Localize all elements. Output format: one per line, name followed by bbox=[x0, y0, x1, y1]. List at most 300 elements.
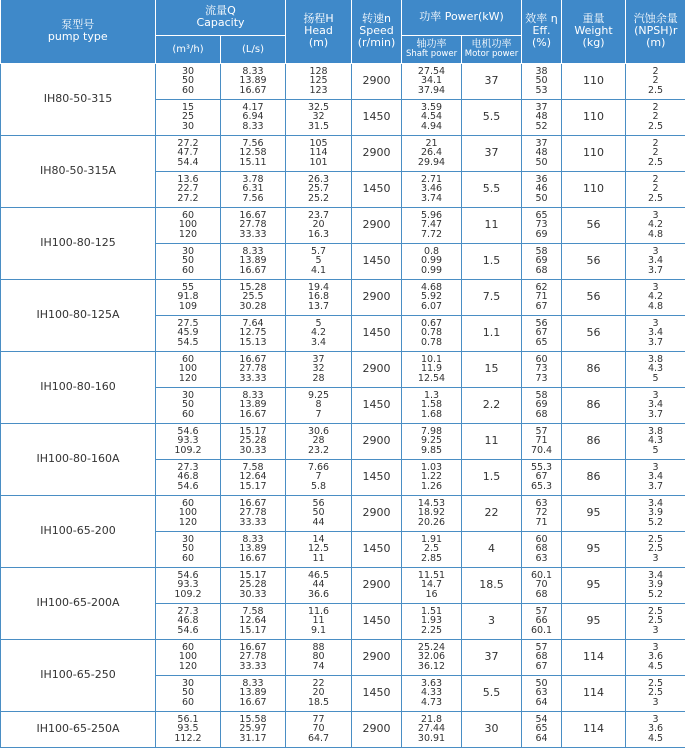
motor-power-cell: 4 bbox=[462, 531, 522, 567]
shaft-power-cell-value: 27.44 bbox=[402, 724, 461, 734]
capacity-m3h-cell bbox=[156, 459, 221, 495]
table-row bbox=[1, 639, 685, 675]
capacity-ls-cell-value: 27.78 bbox=[221, 508, 285, 518]
shaft-power-cell-value: 1.93 bbox=[402, 616, 461, 626]
npsh-cell-value: 5 bbox=[626, 446, 685, 456]
capacity-m3h-cell bbox=[156, 171, 221, 207]
capacity-m3h-cell bbox=[156, 711, 221, 747]
efficiency-cell-value: 69 bbox=[522, 400, 561, 410]
weight-cell: 86 bbox=[562, 387, 626, 423]
shaft-power-cell-value: 32.06 bbox=[402, 652, 461, 662]
npsh-cell-value: 2 bbox=[626, 148, 685, 158]
capacity-m3h-cell-value: 54.5 bbox=[156, 338, 220, 348]
capacity-m3h-cell bbox=[156, 603, 221, 639]
efficiency-cell bbox=[522, 423, 562, 459]
efficiency-cell-value: 57 bbox=[522, 607, 561, 617]
capacity-m3h-cell-value: 27.2 bbox=[156, 139, 220, 149]
efficiency-cell-value: 48 bbox=[522, 148, 561, 158]
efficiency-cell-value: 67 bbox=[522, 662, 561, 672]
table-body bbox=[1, 63, 685, 747]
model-cell: IH100-65-200 bbox=[1, 495, 156, 567]
npsh-cell-value: 2 bbox=[626, 139, 685, 149]
npsh-cell-value: 2 bbox=[626, 67, 685, 77]
capacity-m3h-cell-value: 30 bbox=[156, 391, 220, 401]
efficiency-cell bbox=[522, 279, 562, 315]
efficiency-cell-value: 73 bbox=[522, 364, 561, 374]
npsh-cell-value: 3.8 bbox=[626, 355, 685, 365]
head-cell-value: 20 bbox=[286, 688, 351, 698]
capacity-m3h-cell-value: 100 bbox=[156, 652, 220, 662]
shaft-power-cell bbox=[402, 315, 462, 351]
capacity-m3h-cell-value: 100 bbox=[156, 220, 220, 230]
head-cell bbox=[286, 315, 352, 351]
head-cell-value: 36.6 bbox=[286, 590, 351, 600]
table-row bbox=[1, 135, 685, 171]
motor-power-cell: 1.1 bbox=[462, 315, 522, 351]
capacity-ls-cell bbox=[221, 279, 286, 315]
header-capacity: 流量Q Capacity bbox=[156, 0, 286, 35]
capacity-ls-cell bbox=[221, 63, 286, 99]
npsh-cell-value: 3 bbox=[626, 626, 685, 636]
capacity-m3h-cell bbox=[156, 99, 221, 135]
capacity-m3h-cell-value: 93.3 bbox=[156, 580, 220, 590]
table-row bbox=[1, 279, 685, 315]
efficiency-cell bbox=[522, 675, 562, 711]
capacity-m3h-cell-value: 60 bbox=[156, 499, 220, 509]
speed-cell: 2900 bbox=[352, 279, 402, 315]
head-cell-value: 5.8 bbox=[286, 482, 351, 492]
capacity-ls-cell-value: 13.89 bbox=[221, 76, 285, 86]
shaft-power-cell-value: 14.7 bbox=[402, 580, 461, 590]
weight-cell: 95 bbox=[562, 567, 626, 603]
capacity-m3h-cell bbox=[156, 279, 221, 315]
head-cell bbox=[286, 639, 352, 675]
efficiency-cell bbox=[522, 315, 562, 351]
table-row bbox=[1, 351, 685, 387]
shaft-power-cell bbox=[402, 279, 462, 315]
capacity-m3h-cell-value: 60 bbox=[156, 410, 220, 420]
shaft-power-cell-value: 0.67 bbox=[402, 319, 461, 329]
efficiency-cell-value: 66 bbox=[522, 616, 561, 626]
shaft-power-cell-value: 1.26 bbox=[402, 482, 461, 492]
shaft-power-cell bbox=[402, 639, 462, 675]
capacity-m3h-cell-value: 30 bbox=[156, 535, 220, 545]
capacity-ls-cell-value: 27.78 bbox=[221, 652, 285, 662]
capacity-ls-cell-value: 30.33 bbox=[221, 590, 285, 600]
capacity-ls-cell bbox=[221, 387, 286, 423]
npsh-cell-value: 3.9 bbox=[626, 580, 685, 590]
efficiency-cell-value: 73 bbox=[522, 374, 561, 384]
efficiency-cell-value: 60 bbox=[522, 535, 561, 545]
shaft-power-cell-value: 20.26 bbox=[402, 518, 461, 528]
shaft-power-cell-value: 0.78 bbox=[402, 328, 461, 338]
head-cell-value: 23.7 bbox=[286, 211, 351, 221]
head-cell-value: 64.7 bbox=[286, 734, 351, 744]
head-cell-value: 80 bbox=[286, 652, 351, 662]
shaft-power-cell-value: 25.24 bbox=[402, 643, 461, 653]
head-cell-value: 114 bbox=[286, 148, 351, 158]
capacity-ls-cell-value: 16.67 bbox=[221, 355, 285, 365]
header-model: 泵型号 pump type bbox=[1, 0, 156, 63]
capacity-ls-cell-value: 25.28 bbox=[221, 580, 285, 590]
npsh-cell-value: 3.4 bbox=[626, 400, 685, 410]
shaft-power-cell-value: 4.33 bbox=[402, 688, 461, 698]
shaft-power-cell-value: 6.07 bbox=[402, 302, 461, 312]
efficiency-cell bbox=[522, 495, 562, 531]
weight-cell: 56 bbox=[562, 243, 626, 279]
capacity-ls-cell bbox=[221, 243, 286, 279]
model-cell: IH100-80-125A bbox=[1, 279, 156, 351]
efficiency-cell-value: 62 bbox=[522, 283, 561, 293]
capacity-ls-cell-value: 27.78 bbox=[221, 220, 285, 230]
capacity-ls-cell-value: 16.67 bbox=[221, 499, 285, 509]
capacity-m3h-cell-value: 56.1 bbox=[156, 715, 220, 725]
head-cell bbox=[286, 603, 352, 639]
efficiency-cell-value: 63 bbox=[522, 499, 561, 509]
capacity-ls-cell-value: 15.28 bbox=[221, 283, 285, 293]
shaft-power-cell-value: 1.22 bbox=[402, 472, 461, 482]
capacity-ls-cell-value: 33.33 bbox=[221, 662, 285, 672]
capacity-ls-cell-value: 15.58 bbox=[221, 715, 285, 725]
head-cell-value: 44 bbox=[286, 518, 351, 528]
capacity-m3h-cell bbox=[156, 63, 221, 99]
shaft-power-cell-value: 9.85 bbox=[402, 446, 461, 456]
npsh-cell bbox=[626, 207, 685, 243]
capacity-m3h-cell-value: 46.8 bbox=[156, 472, 220, 482]
head-cell-value: 32 bbox=[286, 364, 351, 374]
efficiency-cell bbox=[522, 351, 562, 387]
capacity-ls-cell-value: 13.89 bbox=[221, 256, 285, 266]
efficiency-cell-value: 36 bbox=[522, 175, 561, 185]
shaft-power-cell-value: 7.47 bbox=[402, 220, 461, 230]
head-cell-value: 101 bbox=[286, 158, 351, 168]
motor-power-cell: 37 bbox=[462, 63, 522, 99]
capacity-ls-cell-value: 16.67 bbox=[221, 211, 285, 221]
capacity-ls-cell bbox=[221, 135, 286, 171]
capacity-ls-cell-value: 7.56 bbox=[221, 139, 285, 149]
motor-power-cell: 1.5 bbox=[462, 243, 522, 279]
efficiency-cell-value: 68 bbox=[522, 266, 561, 276]
efficiency-cell bbox=[522, 135, 562, 171]
model-cell: IH100-65-250 bbox=[1, 639, 156, 711]
capacity-ls-cell-value: 33.33 bbox=[221, 374, 285, 384]
head-cell-value: 56 bbox=[286, 499, 351, 509]
efficiency-cell bbox=[522, 99, 562, 135]
npsh-cell-value: 3.6 bbox=[626, 724, 685, 734]
shaft-power-cell-value: 4.94 bbox=[402, 122, 461, 132]
shaft-power-cell-value: 0.78 bbox=[402, 338, 461, 348]
head-cell-value: 22 bbox=[286, 679, 351, 689]
capacity-ls-cell-value: 8.33 bbox=[221, 247, 285, 257]
npsh-cell-value: 2.5 bbox=[626, 679, 685, 689]
capacity-m3h-cell-value: 120 bbox=[156, 662, 220, 672]
head-cell-value: 16.8 bbox=[286, 292, 351, 302]
header-motor-power: 电机功率 Motor power bbox=[462, 35, 522, 63]
npsh-cell-value: 3.4 bbox=[626, 472, 685, 482]
npsh-cell-value: 2 bbox=[626, 175, 685, 185]
shaft-power-cell bbox=[402, 459, 462, 495]
shaft-power-cell-value: 1.58 bbox=[402, 400, 461, 410]
capacity-m3h-cell-value: 27.5 bbox=[156, 319, 220, 329]
npsh-cell-value: 3.4 bbox=[626, 256, 685, 266]
efficiency-cell-value: 58 bbox=[522, 391, 561, 401]
speed-cell: 2900 bbox=[352, 351, 402, 387]
npsh-cell-value: 2.5 bbox=[626, 607, 685, 617]
capacity-m3h-cell-value: 100 bbox=[156, 508, 220, 518]
capacity-m3h-cell bbox=[156, 495, 221, 531]
motor-power-cell: 18.5 bbox=[462, 567, 522, 603]
motor-power-cell: 3 bbox=[462, 603, 522, 639]
model-cell: IH100-80-160A bbox=[1, 423, 156, 495]
capacity-ls-cell-value: 33.33 bbox=[221, 230, 285, 240]
efficiency-cell-value: 50 bbox=[522, 76, 561, 86]
capacity-ls-cell bbox=[221, 711, 286, 747]
shaft-power-cell-value: 21.8 bbox=[402, 715, 461, 725]
shaft-power-cell-value: 37.94 bbox=[402, 86, 461, 96]
shaft-power-cell-value: 4.68 bbox=[402, 283, 461, 293]
head-cell bbox=[286, 63, 352, 99]
capacity-m3h-cell-value: 109 bbox=[156, 302, 220, 312]
capacity-ls-cell-value: 13.89 bbox=[221, 688, 285, 698]
table-header bbox=[1, 0, 685, 63]
npsh-cell-value: 2 bbox=[626, 112, 685, 122]
motor-power-cell: 30 bbox=[462, 711, 522, 747]
weight-cell: 56 bbox=[562, 279, 626, 315]
head-cell-value: 13.7 bbox=[286, 302, 351, 312]
efficiency-cell-value: 56 bbox=[522, 319, 561, 329]
head-cell-value: 88 bbox=[286, 643, 351, 653]
npsh-cell-value: 5.2 bbox=[626, 590, 685, 600]
npsh-cell bbox=[626, 567, 685, 603]
head-cell-value: 50 bbox=[286, 508, 351, 518]
capacity-m3h-cell bbox=[156, 315, 221, 351]
head-cell-value: 5 bbox=[286, 256, 351, 266]
capacity-ls-cell-value: 7.58 bbox=[221, 607, 285, 617]
efficiency-cell-value: 71 bbox=[522, 518, 561, 528]
shaft-power-cell-value: 16 bbox=[402, 590, 461, 600]
npsh-cell-value: 3 bbox=[626, 463, 685, 473]
head-cell-value: 125 bbox=[286, 76, 351, 86]
motor-power-cell: 5.5 bbox=[462, 675, 522, 711]
motor-power-cell: 5.5 bbox=[462, 99, 522, 135]
npsh-cell-value: 4.8 bbox=[626, 230, 685, 240]
npsh-cell bbox=[626, 351, 685, 387]
capacity-ls-cell-value: 25.28 bbox=[221, 436, 285, 446]
capacity-ls-cell bbox=[221, 171, 286, 207]
head-cell-value: 44 bbox=[286, 580, 351, 590]
capacity-ls-cell-value: 15.13 bbox=[221, 338, 285, 348]
npsh-cell bbox=[626, 675, 685, 711]
capacity-ls-cell-value: 15.17 bbox=[221, 427, 285, 437]
capacity-ls-cell-value: 6.94 bbox=[221, 112, 285, 122]
npsh-cell-value: 5.2 bbox=[626, 518, 685, 528]
header-weight: 重量 Weight (kg) bbox=[562, 0, 626, 63]
header-capacity-m3h: (m³/h) bbox=[156, 35, 221, 63]
npsh-cell-value: 2 bbox=[626, 103, 685, 113]
efficiency-cell-value: 48 bbox=[522, 112, 561, 122]
head-cell-value: 18.5 bbox=[286, 698, 351, 708]
speed-cell: 2900 bbox=[352, 711, 402, 747]
shaft-power-cell-value: 30.91 bbox=[402, 734, 461, 744]
npsh-cell-value: 3 bbox=[626, 391, 685, 401]
capacity-m3h-cell-value: 50 bbox=[156, 544, 220, 554]
shaft-power-cell bbox=[402, 207, 462, 243]
capacity-m3h-cell-value: 54.6 bbox=[156, 427, 220, 437]
head-cell-value: 74 bbox=[286, 662, 351, 672]
shaft-power-cell bbox=[402, 171, 462, 207]
shaft-power-cell-value: 9.25 bbox=[402, 436, 461, 446]
speed-cell: 1450 bbox=[352, 675, 402, 711]
head-cell-value: 9.1 bbox=[286, 626, 351, 636]
head-cell-value: 30.6 bbox=[286, 427, 351, 437]
shaft-power-cell bbox=[402, 567, 462, 603]
shaft-power-cell-value: 27.54 bbox=[402, 67, 461, 77]
efficiency-cell-value: 37 bbox=[522, 103, 561, 113]
efficiency-cell-value: 70 bbox=[522, 580, 561, 590]
head-cell bbox=[286, 459, 352, 495]
shaft-power-cell bbox=[402, 603, 462, 639]
weight-cell: 86 bbox=[562, 459, 626, 495]
shaft-power-cell-value: 0.99 bbox=[402, 256, 461, 266]
shaft-power-cell bbox=[402, 531, 462, 567]
speed-cell: 1450 bbox=[352, 603, 402, 639]
capacity-m3h-cell bbox=[156, 135, 221, 171]
shaft-power-cell-value: 0.8 bbox=[402, 247, 461, 257]
head-cell-value: 77 bbox=[286, 715, 351, 725]
npsh-cell-value: 2 bbox=[626, 184, 685, 194]
capacity-ls-cell-value: 30.28 bbox=[221, 302, 285, 312]
efficiency-cell bbox=[522, 531, 562, 567]
shaft-power-cell bbox=[402, 387, 462, 423]
weight-cell: 110 bbox=[562, 63, 626, 99]
head-cell bbox=[286, 243, 352, 279]
capacity-ls-cell bbox=[221, 675, 286, 711]
npsh-cell-value: 3.6 bbox=[626, 652, 685, 662]
efficiency-cell bbox=[522, 63, 562, 99]
npsh-cell-value: 3.7 bbox=[626, 410, 685, 420]
capacity-m3h-cell bbox=[156, 675, 221, 711]
head-cell-value: 8 bbox=[286, 400, 351, 410]
npsh-cell bbox=[626, 63, 685, 99]
capacity-m3h-cell-value: 25 bbox=[156, 112, 220, 122]
capacity-ls-cell-value: 6.31 bbox=[221, 184, 285, 194]
npsh-cell-value: 3.7 bbox=[626, 266, 685, 276]
capacity-ls-cell-value: 16.67 bbox=[221, 643, 285, 653]
efficiency-cell-value: 69 bbox=[522, 256, 561, 266]
capacity-m3h-cell-value: 27.3 bbox=[156, 463, 220, 473]
capacity-m3h-cell-value: 60 bbox=[156, 554, 220, 564]
capacity-ls-cell-value: 3.78 bbox=[221, 175, 285, 185]
head-cell-value: 31.5 bbox=[286, 122, 351, 132]
head-cell-value: 11 bbox=[286, 616, 351, 626]
shaft-power-cell-value: 1.3 bbox=[402, 391, 461, 401]
capacity-m3h-cell-value: 93.5 bbox=[156, 724, 220, 734]
efficiency-cell-value: 57 bbox=[522, 643, 561, 653]
efficiency-cell-value: 37 bbox=[522, 139, 561, 149]
npsh-cell-value: 3 bbox=[626, 715, 685, 725]
table-row bbox=[1, 207, 685, 243]
efficiency-cell bbox=[522, 387, 562, 423]
npsh-cell bbox=[626, 459, 685, 495]
table-row bbox=[1, 495, 685, 531]
efficiency-cell-value: 52 bbox=[522, 122, 561, 132]
speed-cell: 1450 bbox=[352, 315, 402, 351]
npsh-cell-value: 4.5 bbox=[626, 662, 685, 672]
weight-cell: 114 bbox=[562, 711, 626, 747]
npsh-cell-value: 4.2 bbox=[626, 220, 685, 230]
shaft-power-cell-value: 7.72 bbox=[402, 230, 461, 240]
npsh-cell bbox=[626, 135, 685, 171]
motor-power-cell: 5.5 bbox=[462, 171, 522, 207]
capacity-m3h-cell-value: 91.8 bbox=[156, 292, 220, 302]
npsh-cell bbox=[626, 387, 685, 423]
capacity-ls-cell-value: 8.33 bbox=[221, 122, 285, 132]
npsh-cell-value: 4.3 bbox=[626, 364, 685, 374]
speed-cell: 2900 bbox=[352, 639, 402, 675]
speed-cell: 2900 bbox=[352, 423, 402, 459]
head-cell-value: 4.1 bbox=[286, 266, 351, 276]
capacity-m3h-cell-value: 60 bbox=[156, 355, 220, 365]
weight-cell: 86 bbox=[562, 423, 626, 459]
capacity-m3h-cell bbox=[156, 387, 221, 423]
npsh-cell-value: 2.5 bbox=[626, 158, 685, 168]
capacity-m3h-cell bbox=[156, 531, 221, 567]
weight-cell: 114 bbox=[562, 675, 626, 711]
efficiency-cell-value: 60.1 bbox=[522, 626, 561, 636]
npsh-cell bbox=[626, 171, 685, 207]
motor-power-cell: 22 bbox=[462, 495, 522, 531]
efficiency-cell-value: 64 bbox=[522, 734, 561, 744]
weight-cell: 56 bbox=[562, 315, 626, 351]
head-cell-value: 11.6 bbox=[286, 607, 351, 617]
efficiency-cell-value: 50 bbox=[522, 158, 561, 168]
capacity-ls-cell bbox=[221, 99, 286, 135]
shaft-power-cell bbox=[402, 135, 462, 171]
shaft-power-cell-value: 2.25 bbox=[402, 626, 461, 636]
capacity-m3h-cell-value: 54.4 bbox=[156, 158, 220, 168]
shaft-power-cell-value: 3.46 bbox=[402, 184, 461, 194]
npsh-cell bbox=[626, 315, 685, 351]
head-cell-value: 32 bbox=[286, 112, 351, 122]
capacity-ls-cell bbox=[221, 639, 286, 675]
efficiency-cell-value: 63 bbox=[522, 688, 561, 698]
efficiency-cell bbox=[522, 459, 562, 495]
shaft-power-cell bbox=[402, 243, 462, 279]
npsh-cell-value: 3 bbox=[626, 247, 685, 257]
capacity-ls-cell bbox=[221, 207, 286, 243]
model-cell: IH100-65-200A bbox=[1, 567, 156, 639]
head-cell bbox=[286, 567, 352, 603]
shaft-power-cell-value: 2.5 bbox=[402, 544, 461, 554]
efficiency-cell bbox=[522, 639, 562, 675]
efficiency-cell-value: 71 bbox=[522, 436, 561, 446]
npsh-cell-value: 4.5 bbox=[626, 734, 685, 744]
capacity-m3h-cell-value: 30 bbox=[156, 247, 220, 257]
npsh-cell bbox=[626, 495, 685, 531]
head-cell-value: 4.2 bbox=[286, 328, 351, 338]
shaft-power-cell-value: 26.4 bbox=[402, 148, 461, 158]
capacity-ls-cell-value: 15.17 bbox=[221, 482, 285, 492]
capacity-m3h-cell-value: 30 bbox=[156, 122, 220, 132]
capacity-m3h-cell bbox=[156, 423, 221, 459]
npsh-cell-value: 3.7 bbox=[626, 338, 685, 348]
npsh-cell-value: 2.5 bbox=[626, 616, 685, 626]
npsh-cell-value: 3 bbox=[626, 319, 685, 329]
capacity-ls-cell-value: 16.67 bbox=[221, 698, 285, 708]
efficiency-cell bbox=[522, 603, 562, 639]
shaft-power-cell-value: 3.63 bbox=[402, 679, 461, 689]
efficiency-cell bbox=[522, 207, 562, 243]
